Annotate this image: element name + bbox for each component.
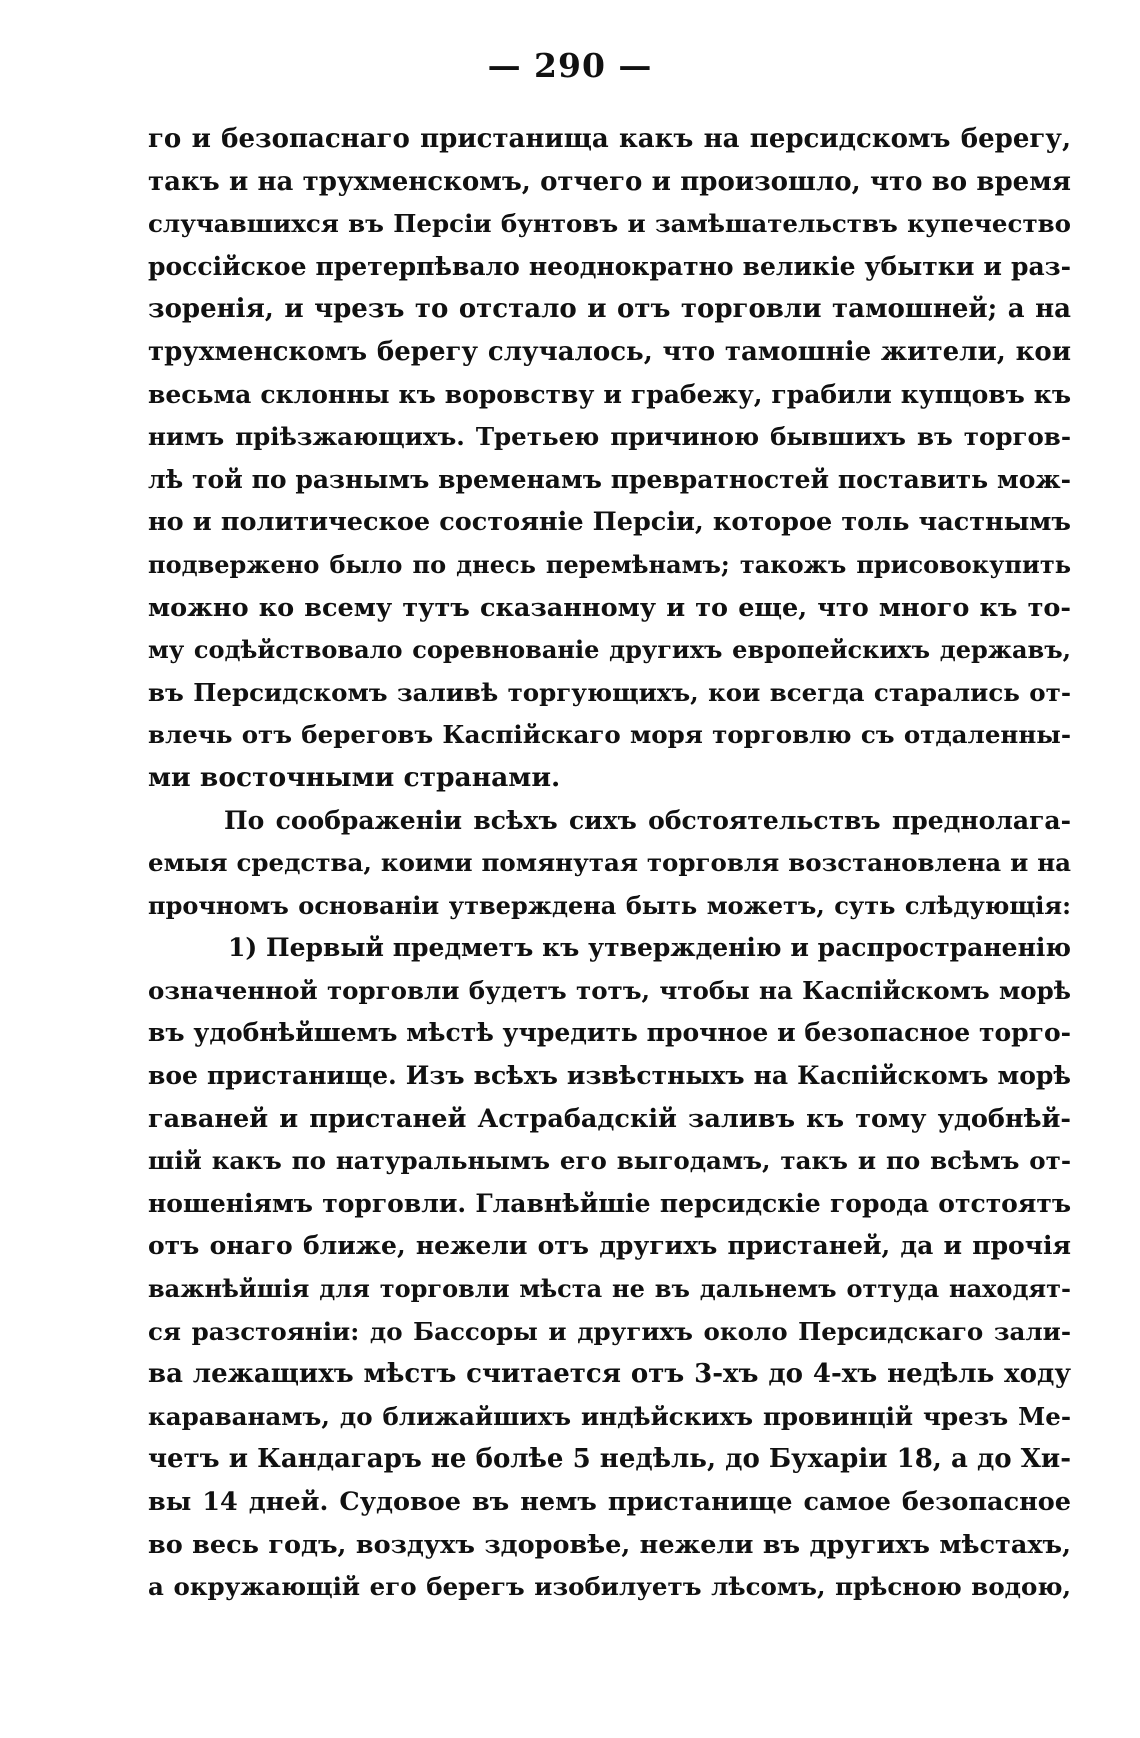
text-line: караванамъ, до ближайшихъ индѣйскихъ провинцій чрезъ Ме- bbox=[148, 1401, 1071, 1431]
text-line: ва лежащихъ мѣстъ считается отъ 3-хъ до 4-хъ недѣль ходу bbox=[148, 1359, 1071, 1390]
text-line: влечь отъ береговъ Каспійскаго моря торговлю съ отдаленны- bbox=[148, 720, 1071, 750]
text-line: во весь годъ, воздухъ здоровѣе, нежели въ другихъ мѣстахъ, bbox=[148, 1529, 1071, 1560]
body-text bbox=[148, 118, 1071, 1609]
text-line: но и политическое состояніе Персіи, которое толь частнымъ bbox=[148, 507, 1071, 538]
page-number: — 290 — bbox=[487, 46, 653, 85]
text-line: россійское претерпѣвало неоднократно великіе убытки и раз- bbox=[148, 251, 1071, 281]
text-line: въ Персидскомъ заливѣ торгующихъ, кои всегда старались от- bbox=[148, 677, 1071, 707]
text-line: подвержено было по днесь перемѣнамъ; такожъ присовокупить bbox=[148, 549, 1071, 579]
text-line: важнѣйшія для торговли мѣста не въ дальнемъ оттуда находят- bbox=[148, 1274, 1071, 1304]
text-line: му содѣйствовало соревнованіе другихъ европейскихъ державъ, bbox=[148, 635, 1071, 665]
text-line: случавшихся въ Персіи бунтовъ и замѣшательствъ купечество bbox=[148, 209, 1071, 239]
text-line: отъ онаго ближе, нежели отъ другихъ пристаней, да и прочія bbox=[148, 1231, 1071, 1261]
text-line: нимъ пріѣзжающихъ. Третьею причиною бывшихъ въ торгов- bbox=[148, 422, 1071, 452]
text-line: весьма склонны къ воровству и грабежу, грабили купцовъ къ bbox=[148, 379, 1071, 409]
text-line: го и безопаснаго пристанища какъ на персидскомъ берегу, bbox=[148, 124, 1071, 154]
text-line: лѣ той по разнымъ временамъ превратностей поставить мож- bbox=[148, 464, 1071, 494]
text-line: а окружающій его берегъ изобилуетъ лѣсомъ, прѣсною водою, bbox=[148, 1572, 1071, 1602]
text-line: трухменскомъ берегу случалось, что тамошніе жители, кои bbox=[148, 336, 1071, 367]
text-line: четъ и Кандагаръ не болѣе 5 недѣль, до Бухаріи 18, а до Хи- bbox=[148, 1444, 1071, 1475]
text-line: шій какъ по натуральнымъ его выгодамъ, такъ и по всѣмъ от- bbox=[148, 1146, 1071, 1176]
text-line: такъ и на трухменскомъ, отчего и произошло, что во время bbox=[148, 166, 1071, 197]
text-line: ношеніямъ торговли. Главнѣйшіе персидскіе города отстоятъ bbox=[148, 1188, 1071, 1218]
text-line: въ удобнѣйшемъ мѣстѣ учредить прочное и безопасное торго- bbox=[148, 1018, 1071, 1048]
text-line: зоренія, и чрезъ то отстало и отъ торговли тамошней; а на bbox=[148, 294, 1071, 325]
text-line: емыя средства, коими помянутая торговля возстановлена и на bbox=[148, 848, 1071, 878]
text-line: вое пристанище. Изъ всѣхъ извѣстныхъ на Каспійскомъ морѣ bbox=[148, 1061, 1071, 1091]
paragraph-first-line: По соображеніи всѣхъ сихъ обстоятельствъ преднолага- bbox=[224, 805, 1071, 835]
text-line: можно ко всему тутъ сказанному и то еще, что много къ то- bbox=[148, 592, 1071, 623]
text-line: вы 14 дней. Судовое въ немъ пристанище самое безопасное bbox=[148, 1487, 1071, 1517]
text-line: прочномъ основаніи утверждена быть можетъ, суть слѣдующія: bbox=[148, 890, 1071, 920]
text-line: гаваней и пристаней Астрабадскій заливъ къ тому удобнѣй- bbox=[148, 1103, 1071, 1134]
text-line: ми восточными странами. bbox=[148, 761, 561, 793]
text-line: означенной торговли будетъ тотъ, чтобы на Каспійскомъ морѣ bbox=[148, 975, 1071, 1005]
text-line: ся разстояніи: до Бассоры и другихъ около Персидскаго зали- bbox=[148, 1316, 1071, 1346]
list-item-first-line: 1) Первый предметъ къ утвержденію и распространенію bbox=[228, 933, 1071, 963]
